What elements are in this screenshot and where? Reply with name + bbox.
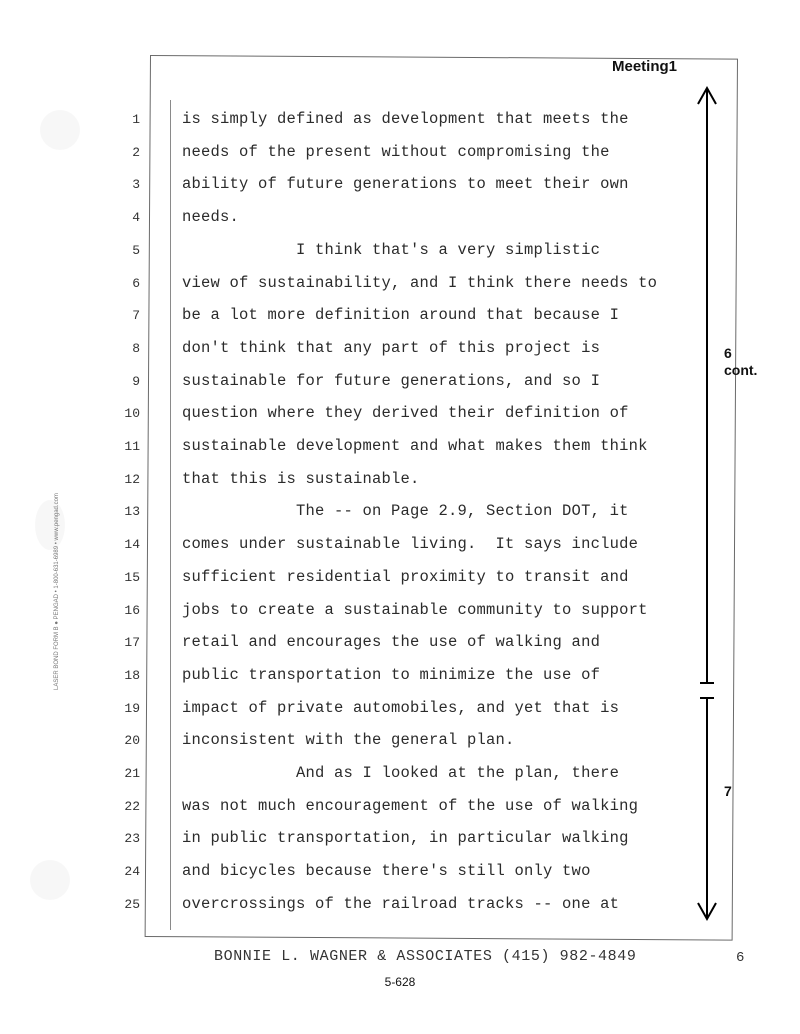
line-number: 15 [124,569,140,585]
line-number: 6 [132,275,140,291]
line-number: 19 [124,700,140,716]
transcript-line: view of sustainability, and I think there needs to [182,273,658,292]
bracket-label-7: 7 [724,783,732,799]
bracket-label-6-cont [724,345,757,379]
bracket-label-number: 6 [724,345,732,361]
line-number: 25 [124,896,140,912]
reporter-footer: BONNIE L. WAGNER & ASSOCIATES (415) 982-4849 [214,948,637,965]
transcript-line: public transportation to minimize the use of [182,665,601,684]
transcript-line: sufficient residential proximity to transit and [182,567,629,586]
transcript-line: needs of the present without compromising the [182,142,610,161]
line-number: 7 [132,308,140,324]
bracket-label-cont: cont. [724,362,758,378]
line-number: 8 [132,340,140,356]
document-code: 5-628 [384,975,416,989]
transcript-line: that this is sustainable. [182,469,420,488]
transcript-line: sustainable for future generations, and so I [182,371,601,390]
line-number: 14 [124,537,140,553]
line-number: 13 [124,504,140,520]
line-number: 11 [124,439,140,454]
transcript-line: inconsistent with the general plan. [182,731,515,750]
transcript-line: jobs to create a sustainable community to support [182,600,648,619]
line-number: 9 [132,373,140,389]
transcript-line: comes under sustainable living. It says include [182,535,639,554]
line-number: 5 [132,242,140,258]
line-number: 21 [124,766,140,781]
transcript-line: And as I looked at the plan, there [182,764,620,782]
line-number: 24 [124,864,140,880]
transcript-line: needs. [182,208,240,227]
transcript-line: is simply defined as development that meets the [182,110,629,128]
line-number: 3 [132,177,140,193]
transcript-line: impact of private automobiles, and yet that is [182,698,620,717]
line-number: 20 [124,733,140,749]
transcript-line: The -- on Page 2.9, Section DOT, it [182,502,629,521]
line-number: 4 [132,210,140,226]
transcript-line: retail and encourages the use of walking and [182,633,601,652]
transcript-line: question where they derived their definition of [182,404,629,423]
line-number: 17 [124,635,140,651]
transcript-line: in public transportation, in particular walking [182,829,629,848]
line-number: 1 [132,112,140,127]
transcript-line: I think that's a very simplistic [182,240,601,259]
side-imprint: LASER BOND FORM B ● PENGAD • 1-800-631-6989 • www.pengad.com [54,493,60,690]
transcript-line: was not much encouragement of the use of walking [182,796,639,815]
meeting-label: Meeting1 [612,58,678,75]
bracket-arrow-6-cont [698,88,716,683]
transcript-line: and bicycles because there's still only two [182,862,591,881]
transcript-line: ability of future generations to meet their own [182,175,629,194]
line-number: 12 [124,471,140,487]
transcript-line: overcrossings of the railroad tracks -- one at [182,894,620,913]
line-number: 10 [124,406,140,422]
transcript-line: be a lot more definition around that because I [182,306,620,325]
bracket-arrow-7 [698,698,716,919]
line-number: 2 [132,144,140,160]
line-number: 22 [124,798,140,814]
line-number: 16 [124,602,140,618]
page-number: 6 [736,950,745,966]
line-number: 18 [124,667,140,683]
line-number: 23 [124,831,140,847]
transcript-line: sustainable development and what makes them think [182,437,648,455]
transcript-line: don't think that any part of this project is [182,338,601,357]
